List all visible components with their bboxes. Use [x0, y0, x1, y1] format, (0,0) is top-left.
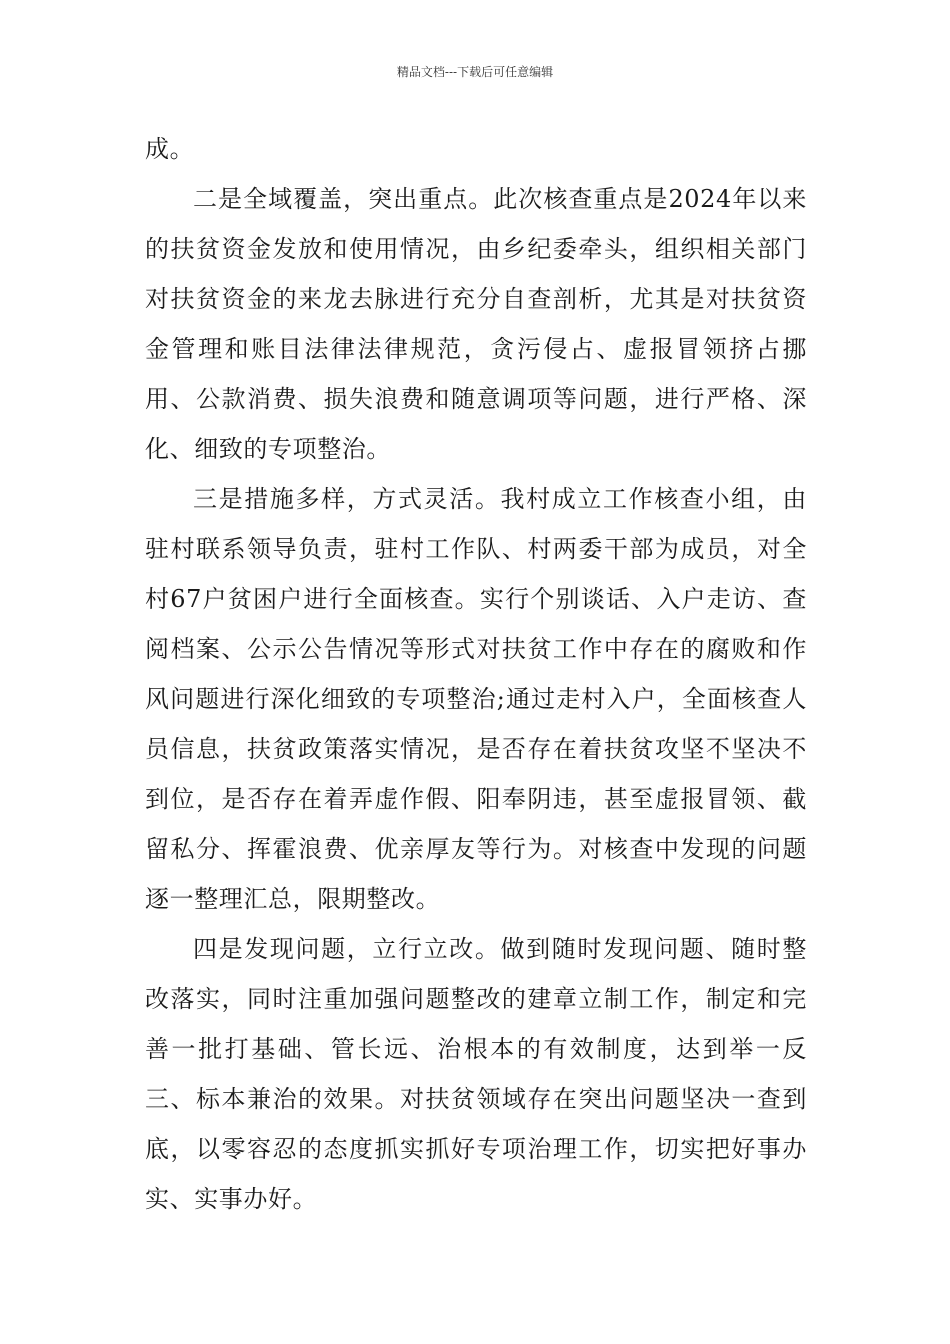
- page-header: 精品文档---下载后可任意编辑: [396, 65, 554, 79]
- paragraph-continuation: 成。: [145, 135, 195, 163]
- paragraph-immediate-rectification: 四是发现问题，立行立改。做到随时发现问题、随时整改落实，同时注重加强问题整改的建章立制工作，制定和完善一批打基础、管长远、治根本的有效制度，达到举一反三、标本兼治的效果。对扶贫领域存在突出问题坚决一查到底，以零容忍的态度抓实抓好专项治理工作，切实把好事办实、实事办好。: [145, 935, 807, 1213]
- paragraph-full-coverage: 二是全域覆盖，突出重点。此次核查重点是2024年以来的扶贫资金发放和使用情况，由乡纪委牵头，组织相关部门对扶贫资金的来龙去脉进行充分自查剖析，尤其是对扶贫资金管理和账目法律法律规范，贪污侵占、虚报冒领挤占挪用、公款消费、损失浪费和随意调项等问题，进行严格、深化、细致的专项整治。: [145, 185, 807, 463]
- paragraph-diverse-measures: 三是措施多样，方式灵活。我村成立工作核查小组，由驻村联系领导负责，驻村工作队、村两委干部为成员，对全村67户贫困户进行全面核查。实行个别谈话、入户走访、查阅档案、公示公告情况等形式对扶贫工作中存在的腐败和作风问题进行深化细致的专项整治;通过走村入户，全面核查人员信息，扶贫政策落实情况，是否存在着扶贫攻坚不坚决不到位，是否存在着弄虚作假、阳奉阴违，甚至虚报冒领、截留私分、挥霍浪费、优亲厚友等行为。对核查中发现的问题逐一整理汇总，限期整改。: [145, 485, 807, 913]
- document-body: [145, 124, 807, 1224]
